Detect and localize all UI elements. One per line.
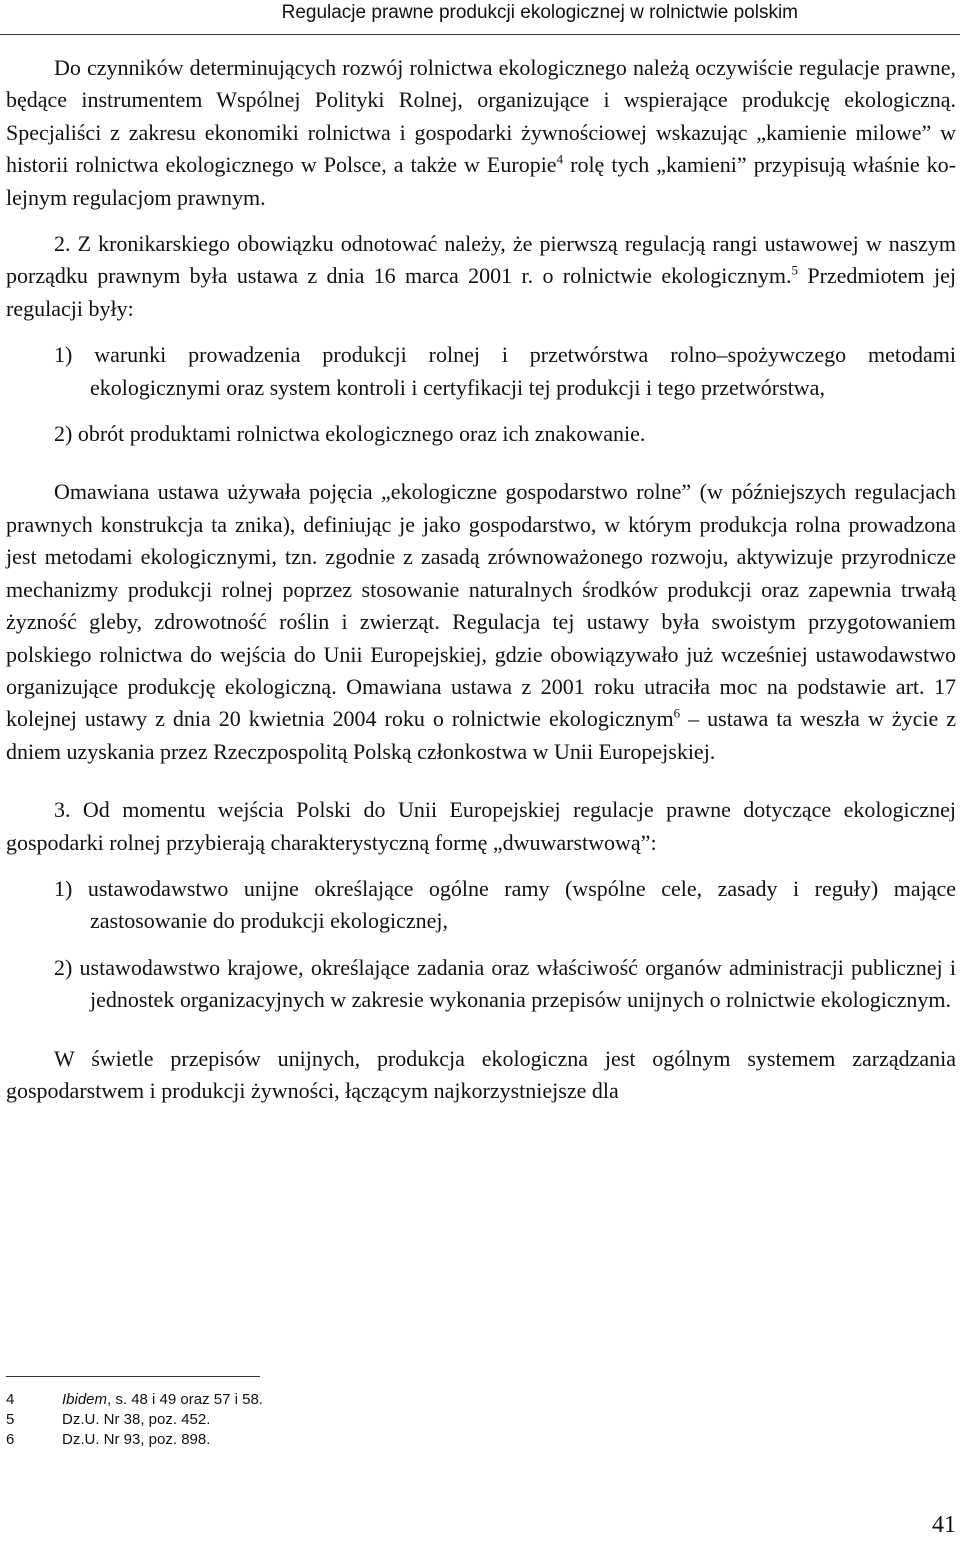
paragraph-4: 3. Od momentu wejścia Polski do Unii Europejskiej regulacje prawne dotyczące ekologicznej gospodarki rolnej przybierają charakterystyczną formę „dwuwarstwową”:: [6, 797, 956, 855]
footnote-text: Dz.U. Nr 93, poz. 898.: [62, 1431, 211, 1448]
paragraph-3-text-a: Omawiana ustawa używała pojęcia „ekologiczne gospodarstwo rolne” (w późniejszych regulacjach prawnych konstrukcja ta znika), definiując je jako gospodarstwo, w którym produkcja rolna prowadzona jest metodami ekologicznymi, tzn. zgodnie z zasadą zrównoważonego rozwoju, aktywizuje przyrodnicze mechanizmy produkcji rolnej poprzez stosowanie naturalnych środków produkcji oraz zapewnia trwałą żyzność gleby, zdrowotność roślin i zwierząt. Regulacja tej ustawy była swoistym przygotowaniem polskiego rolnictwa do wejścia do Unii Europejskiej, gdzie obowiązywało już wcześniej ustawodawstwo organizujące produkcję ekologiczną. Omawiana ustawa z 2001 roku utraciła moc na podstawie art. 17 kolejnej ustawy z dnia 20 kwietnia 2004 roku o rolnictwie ekologicznym: [6, 479, 956, 732]
footnote-text: [62, 1390, 263, 1410]
footnote-rule: [6, 1376, 260, 1377]
running-header: [0, 0, 960, 36]
list-1-item-1: 1) warunki prowadzenia produkcji rolnej i przetwórstwa rolno–spożywczego metodami ekologicznymi oraz system kontroli i certyfikacji tej produkcji i tego przetwórstwa,: [54, 342, 956, 400]
paragraph-1-text-b: rolę tych „kamieni” przypisują właśnie kolejnym regulacjom prawnym.: [6, 152, 956, 210]
list-2-item-1: 1) ustawodawstwo unijne określające ogólne ramy (wspólne cele, zasady i reguły) mające zastosowanie do produkcji ekologicznej,: [54, 875, 956, 934]
footnote-italic: Ibidem: [62, 1391, 108, 1408]
body-text: [6, 52, 956, 1107]
footnote-body: , s. 48 i 49 oraz 57 i 58.: [107, 1391, 263, 1408]
running-title: Regulacje prawne produkcji ekologicznej w rolnictwie polskim: [281, 2, 798, 23]
page-number: 41: [932, 1512, 956, 1538]
footnote-number: 5: [6, 1411, 15, 1428]
footnotes: [6, 1390, 606, 1450]
footnote-5: [6, 1410, 606, 1430]
footnote-number: 4: [6, 1391, 15, 1408]
paragraph-5: W świetle przepisów unijnych, produkcja ekologiczna jest ogólnym systemem zarządzania gospodarstwem i produkcji żywności, łączącym najkorzystniejsze dla: [6, 1045, 956, 1103]
footnote-ref-6[interactable]: 6: [673, 705, 681, 721]
paragraph-3: [6, 476, 956, 768]
paragraph-2-text-b: Przedmiotem jej regulacji były:: [6, 263, 956, 321]
footnote-ref-4[interactable]: 4: [556, 151, 564, 167]
paragraph-1-text-a: Do czynników determinujących rozwój rolnictwa ekologicznego należą oczywiście regulacje prawne, będące instrumentem Wspólnej Polityki Rolnej, organizujące i wspierające produkcję ekologiczną. Specjaliści z zakresu ekonomiki rolnictwa i gospodarki żywnościowej wskazując „kamienie milowe” w historii rolnictwa ekologicznego w Polsce, a także w Europie: [6, 55, 956, 178]
header-rule: [0, 34, 960, 35]
footnote-6: [6, 1430, 606, 1450]
paragraph-3-text-b: – ustawa ta weszła w życie z dniem uzyskania przez Rzeczpospolitą Polską członkostwa w Unii Europejskiej.: [6, 706, 956, 764]
paragraph-2: [6, 228, 956, 325]
footnote-text: Dz.U. Nr 38, poz. 452.: [62, 1411, 211, 1428]
paragraph-2-text-a: 2. Z kronikarskiego obowiązku odnotować należy, że pierwszą regulacją rangi ustawowej w naszym porządku prawnym była ustawa z dnia 16 marca 2001 r. o rolnictwie ekologicznym.: [6, 231, 956, 289]
footnote-number: 6: [6, 1431, 15, 1448]
paragraph-1: [6, 52, 956, 214]
list-1-item-2: 2) obrót produktami rolnictwa ekologicznego oraz ich znakowanie.: [54, 421, 646, 447]
footnote-ref-5[interactable]: 5: [791, 263, 798, 279]
list-2-item-2: 2) ustawodawstwo krajowe, określające zadania oraz właściwość organów administracji publicznej i jednostek organizacyjnych w zakresie wykonania przepisów unijnych o rolnictwie ekologicznym.: [54, 954, 956, 1013]
footnote-4: [6, 1390, 606, 1410]
